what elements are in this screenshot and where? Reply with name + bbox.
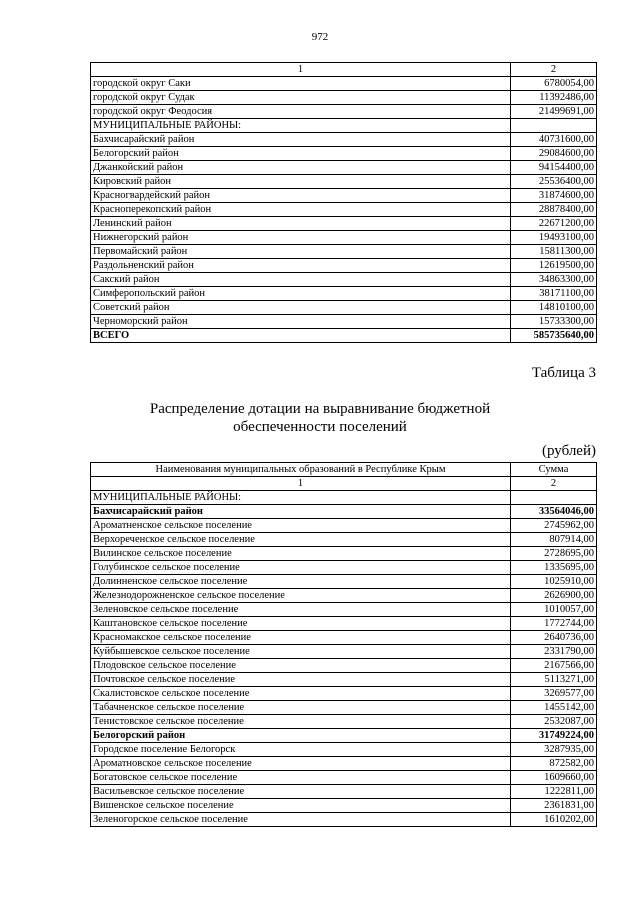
row-value: 2640736,00 — [511, 631, 597, 645]
row-name: Сакский район — [91, 273, 511, 287]
row-name: Железнодорожненское сельское поселение — [91, 589, 511, 603]
row-name: Городское поселение Белогорск — [91, 743, 511, 757]
row-value: 6780054,00 — [511, 77, 597, 91]
row-value: 38171100,00 — [511, 287, 597, 301]
row-name: Бахчисарайский район — [91, 133, 511, 147]
row-name: Богатовское сельское поселение — [91, 771, 511, 785]
table-row — [91, 659, 597, 673]
row-value: 22671200,00 — [511, 217, 597, 231]
table-header-row — [91, 463, 597, 477]
row-name: Джанкойский район — [91, 161, 511, 175]
row-value — [511, 491, 597, 505]
row-value: 5113271,00 — [511, 673, 597, 687]
table-row — [91, 147, 597, 161]
units-label: (рублей) — [541, 443, 596, 459]
row-name: Ароматненское сельское поселение — [91, 519, 511, 533]
row-value: 2331790,00 — [511, 645, 597, 659]
section-header-row — [91, 119, 597, 133]
row-value: 3287935,00 — [511, 743, 597, 757]
row-name: Раздольненский район — [91, 259, 511, 273]
row-name: Голубинское сельское поселение — [91, 561, 511, 575]
table-row — [91, 785, 597, 799]
row-name: Бахчисарайский район — [91, 505, 511, 519]
column-number-row — [91, 477, 597, 491]
table-row — [91, 799, 597, 813]
table-row — [91, 715, 597, 729]
column-header-sum: Сумма — [511, 463, 597, 477]
section-header-row — [91, 491, 597, 505]
table-row — [91, 603, 597, 617]
regional-totals-table — [90, 62, 597, 343]
row-value: 872582,00 — [511, 757, 597, 771]
row-name: Тенистовское сельское поселение — [91, 715, 511, 729]
table-row — [91, 217, 597, 231]
row-value: 31874600,00 — [511, 189, 597, 203]
table-row — [91, 287, 597, 301]
row-value: 1335695,00 — [511, 561, 597, 575]
row-value: 14810100,00 — [511, 301, 597, 315]
table-row — [91, 91, 597, 105]
row-name: Красноперекопский район — [91, 203, 511, 217]
table-row — [91, 561, 597, 575]
row-name: Первомайский район — [91, 245, 511, 259]
row-name: Вилинское сельское поселение — [91, 547, 511, 561]
row-value: 585735640,00 — [511, 329, 597, 343]
row-name: Советский район — [91, 301, 511, 315]
table-row — [91, 273, 597, 287]
column-number-2: 2 — [511, 63, 597, 77]
total-row — [91, 729, 597, 743]
settlement-subsidy-table — [90, 462, 597, 827]
row-name: городской округ Феодосия — [91, 105, 511, 119]
table-title-line-2: обеспеченности поселений — [233, 419, 407, 435]
row-value: 2361831,00 — [511, 799, 597, 813]
row-name: Симферопольский район — [91, 287, 511, 301]
row-value: 11392486,00 — [511, 91, 597, 105]
row-value: 31749224,00 — [511, 729, 597, 743]
column-number-1: 1 — [91, 63, 511, 77]
table-row — [91, 701, 597, 715]
row-name: городской округ Саки — [91, 77, 511, 91]
table-row — [91, 175, 597, 189]
row-name: Ароматновское сельское поселение — [91, 757, 511, 771]
column-number-1: 1 — [91, 477, 511, 491]
row-name: Зеленовское сельское поселение — [91, 603, 511, 617]
row-value: 12619500,00 — [511, 259, 597, 273]
row-value: 1025910,00 — [511, 575, 597, 589]
row-name: Куйбышевское сельское поселение — [91, 645, 511, 659]
table-row — [91, 133, 597, 147]
table-row — [91, 77, 597, 91]
row-value: 2626900,00 — [511, 589, 597, 603]
row-name: городской округ Судак — [91, 91, 511, 105]
row-value: 1772744,00 — [511, 617, 597, 631]
table-label: Таблица 3 — [531, 365, 596, 381]
row-value: 1455142,00 — [511, 701, 597, 715]
row-name: Вишенское сельское поселение — [91, 799, 511, 813]
total-row — [91, 329, 597, 343]
row-name: Кировский район — [91, 175, 511, 189]
row-value: 2728695,00 — [511, 547, 597, 561]
table-row — [91, 631, 597, 645]
table-row — [91, 533, 597, 547]
row-name: Зеленогорское сельское поселение — [91, 813, 511, 827]
table-row — [91, 673, 597, 687]
row-value — [511, 119, 597, 133]
row-value: 2167566,00 — [511, 659, 597, 673]
table-row — [91, 687, 597, 701]
column-number-2: 2 — [511, 477, 597, 491]
table-row — [91, 575, 597, 589]
table-row — [91, 203, 597, 217]
row-name: Белогорский район — [91, 147, 511, 161]
row-name: Каштановское сельское поселение — [91, 617, 511, 631]
row-name: Нижнегорский район — [91, 231, 511, 245]
row-value: 33564046,00 — [511, 505, 597, 519]
table-row — [91, 771, 597, 785]
table-row — [91, 813, 597, 827]
row-value: 40731600,00 — [511, 133, 597, 147]
row-value: 94154400,00 — [511, 161, 597, 175]
row-value: 29084600,00 — [511, 147, 597, 161]
row-value: 15811300,00 — [511, 245, 597, 259]
table-row — [91, 315, 597, 329]
page-number: 972 — [311, 31, 329, 43]
row-name: Черноморский район — [91, 315, 511, 329]
row-name: Почтовское сельское поселение — [91, 673, 511, 687]
table-row — [91, 757, 597, 771]
column-header-name: Наименования муниципальных образований в Республике Крым — [91, 463, 511, 477]
table-row — [91, 645, 597, 659]
row-name: Белогорский район — [91, 729, 511, 743]
row-name: Верхореченское сельское поселение — [91, 533, 511, 547]
table-row — [91, 231, 597, 245]
row-value: 3269577,00 — [511, 687, 597, 701]
table-row — [91, 301, 597, 315]
table-row — [91, 547, 597, 561]
row-name: Васильевское сельское поселение — [91, 785, 511, 799]
table-header-row — [91, 63, 597, 77]
table-row — [91, 743, 597, 757]
total-row — [91, 505, 597, 519]
row-name: Скалистовское сельское поселение — [91, 687, 511, 701]
table-row — [91, 161, 597, 175]
row-value: 1010057,00 — [511, 603, 597, 617]
table-row — [91, 259, 597, 273]
row-value: 21499691,00 — [511, 105, 597, 119]
row-value: 807914,00 — [511, 533, 597, 547]
settlement-subsidy-body — [91, 491, 597, 827]
table-row — [91, 245, 597, 259]
row-value: 34863300,00 — [511, 273, 597, 287]
row-value: 2532087,00 — [511, 715, 597, 729]
row-value: 1609660,00 — [511, 771, 597, 785]
row-value: 15733300,00 — [511, 315, 597, 329]
table-title-line-1: Распределение дотации на выравнивание бюджетной — [149, 401, 491, 417]
regional-totals-body — [91, 77, 597, 343]
table-row — [91, 189, 597, 203]
row-value: 1610202,00 — [511, 813, 597, 827]
table-row — [91, 617, 597, 631]
row-name: МУНИЦИПАЛЬНЫЕ РАЙОНЫ: — [91, 119, 511, 133]
row-name: Красногвардейский район — [91, 189, 511, 203]
row-name: Табачненское сельское поселение — [91, 701, 511, 715]
row-name: МУНИЦИПАЛЬНЫЕ РАЙОНЫ: — [91, 491, 511, 505]
row-name: Долинненское сельское поселение — [91, 575, 511, 589]
row-value: 28878400,00 — [511, 203, 597, 217]
row-name: Красномакское сельское поселение — [91, 631, 511, 645]
row-name: ВСЕГО — [91, 329, 511, 343]
table-row — [91, 105, 597, 119]
row-value: 19493100,00 — [511, 231, 597, 245]
row-name: Плодовское сельское поселение — [91, 659, 511, 673]
row-name: Ленинский район — [91, 217, 511, 231]
row-value: 1222811,00 — [511, 785, 597, 799]
row-value: 25536400,00 — [511, 175, 597, 189]
table-row — [91, 589, 597, 603]
row-value: 2745962,00 — [511, 519, 597, 533]
table-row — [91, 519, 597, 533]
